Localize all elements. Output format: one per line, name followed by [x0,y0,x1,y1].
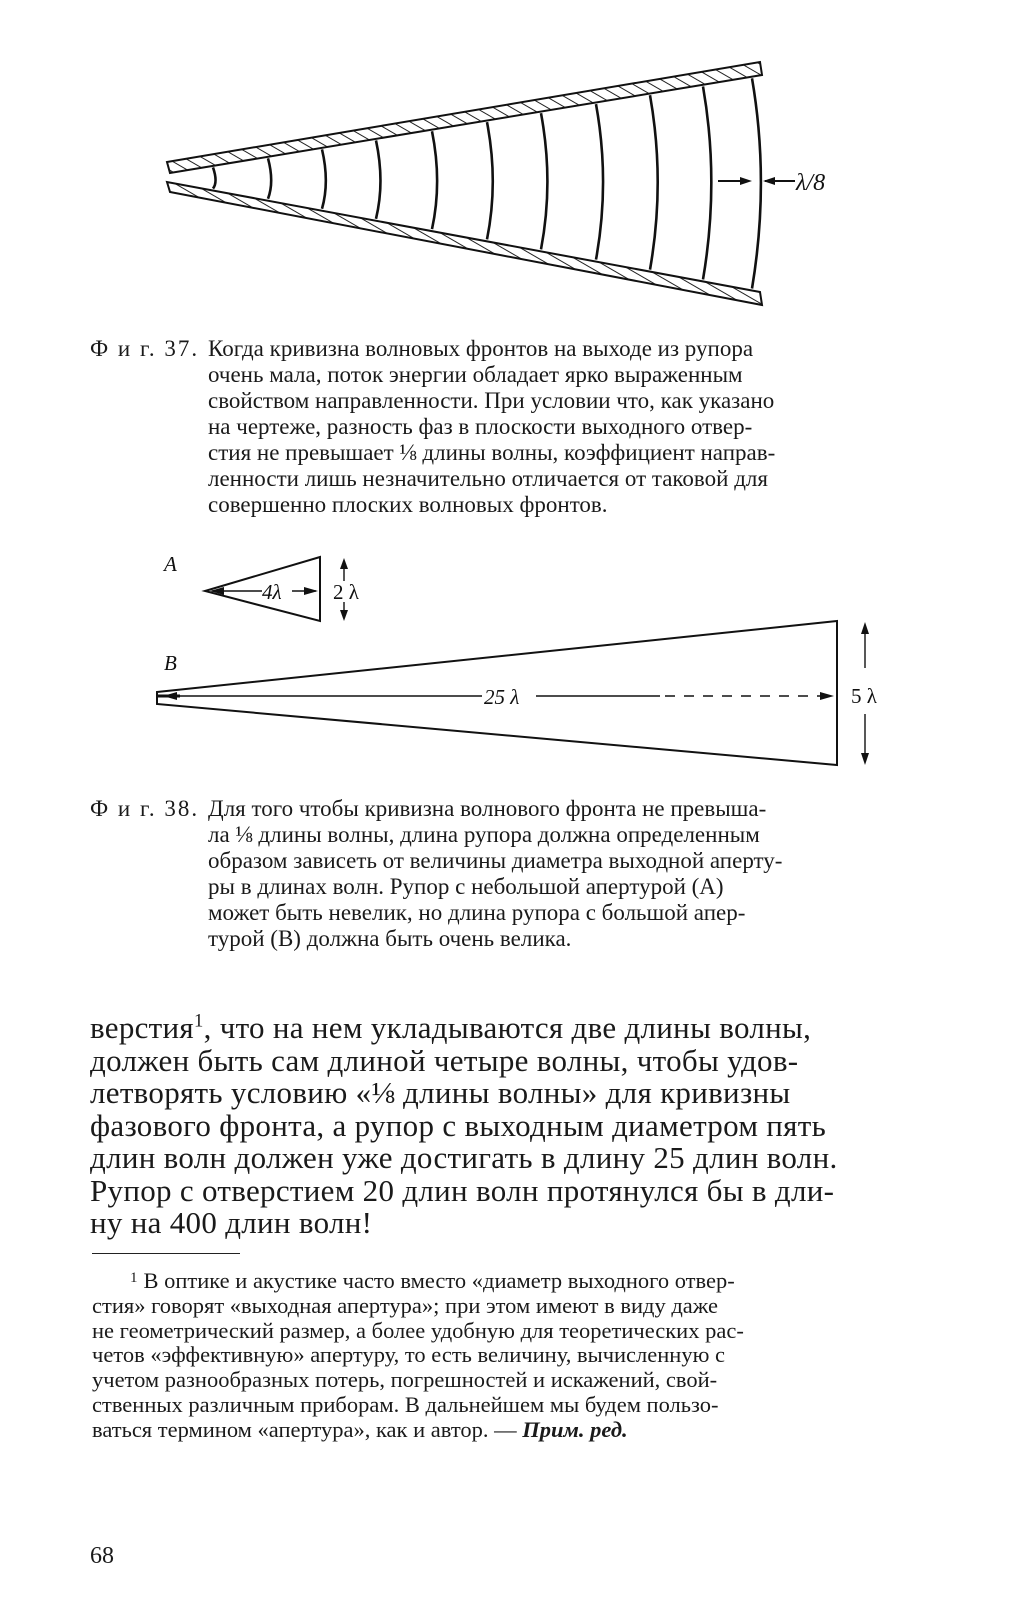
main-text [90,1012,920,1240]
text-fragment: , что на нем укладываются две длины волны, [203,1010,812,1045]
wavefront [432,131,437,229]
horn-upper-wall [167,62,762,173]
horn-b-name: B [164,651,177,675]
caption-line: Когда кривизна волновых фронтов на выходе из рупора [208,336,754,361]
caption-line: образом зависеть от величины диаметра выходной аперту- [208,848,783,873]
footnote-line: учетом разнообразных потерь, погрешностей и искажений, свой- [92,1367,718,1393]
footnote-line: ственных различным приборам. В дальнейшем мы будем пользо- [92,1391,719,1417]
footnote-reference: 1 [193,1010,204,1032]
horn-a-length: 4λ [262,580,282,604]
caption-line: ленности лишь незначительно отличается от таковой для [208,466,768,491]
caption-label: Ф и г. 37. [90,336,200,361]
wavefront [703,86,711,279]
wavefront [596,104,603,259]
caption-line: Для того чтобы кривизна волнового фронта не превыша- [208,796,767,821]
caption-label: Ф и г. 38. [90,796,200,821]
footnote-line: не геометрический размер, а более удобную для теоретических рас- [92,1317,744,1343]
caption-line: совершенно плоских волновых фронтов. [208,492,608,517]
caption-line: стия не превышает ⅛ длины волны, коэффициент направ- [208,440,776,465]
footnote-mark: 1 [130,1270,138,1286]
wavefront [322,149,326,208]
footnote-line [92,1266,920,1294]
wavefront [650,95,658,269]
text-line: летворять условию «⅛ длины волны» для кривизны [90,1075,791,1110]
wavefront [541,113,547,249]
text-fragment: В оптике и акустике часто вместо «диаметр выходного отвер- [143,1268,735,1293]
text-fragment: ваться термином «апертура», как и автор. — [92,1416,517,1442]
horn-lower-wall [167,182,762,305]
wavefront [376,140,380,218]
horn-b-length: 25 λ [484,685,520,709]
caption-line: очень мала, поток энергии обладает ярко выраженным [208,362,743,387]
wavefront [213,167,216,188]
horn-a-aperture: 2 λ [333,580,359,604]
caption-line: ла ⅛ длины волны, длина рупора должна определенным [208,822,760,847]
footnote-line [92,1418,920,1443]
caption-line: может быть невелик, но длина рупора с большой апер- [208,900,746,925]
horn-b-aperture: 5 λ [851,684,877,708]
lambda-eighth-label: λ/8 [796,170,826,196]
text-line: должен быть сам длиной четыре волны, чтобы удов- [90,1042,799,1078]
caption-line: турой (B) должна быть очень велика. [208,926,572,951]
wavefront [268,158,271,198]
footnote-divider [92,1253,240,1254]
figure-37-horn-diagram [0,0,1019,330]
editor-note: Прим. ред. [522,1416,628,1442]
caption-line: свойством направленности. При условии что, как указано [208,388,775,413]
page-number: 68 [90,1543,114,1569]
text-line: длин волн должен уже достигать в длину 25 длин волн. [90,1140,838,1175]
text-line: фазового фронта, а рупор с выходным диаметром пять [90,1107,827,1143]
text-line: ну на 400 длин волн! [90,1205,373,1240]
text-line: Рупор с отверстием 20 длин волн протянулся бы в дли- [90,1172,835,1208]
figure-38-horn-diagram [0,540,1019,790]
text-fragment: верстия [90,1010,194,1045]
caption-line: на чертеже, разность фаз в плоскости выходного отвер- [208,414,753,439]
text-line [90,1012,920,1045]
footnote-line: стия» говорят «выходная апертура»; при этом имеют в виду даже [92,1292,719,1318]
caption-line: ры в длинах волн. Рупор с небольшой апертурой (A) [208,874,724,899]
footnote-line: четов «эффективную» апертуру, то есть величину, вычисленную с [92,1342,725,1368]
footnote [92,1266,920,1443]
horn-a-name: A [164,552,177,576]
wavefront [752,78,761,288]
wavefront [487,122,493,239]
